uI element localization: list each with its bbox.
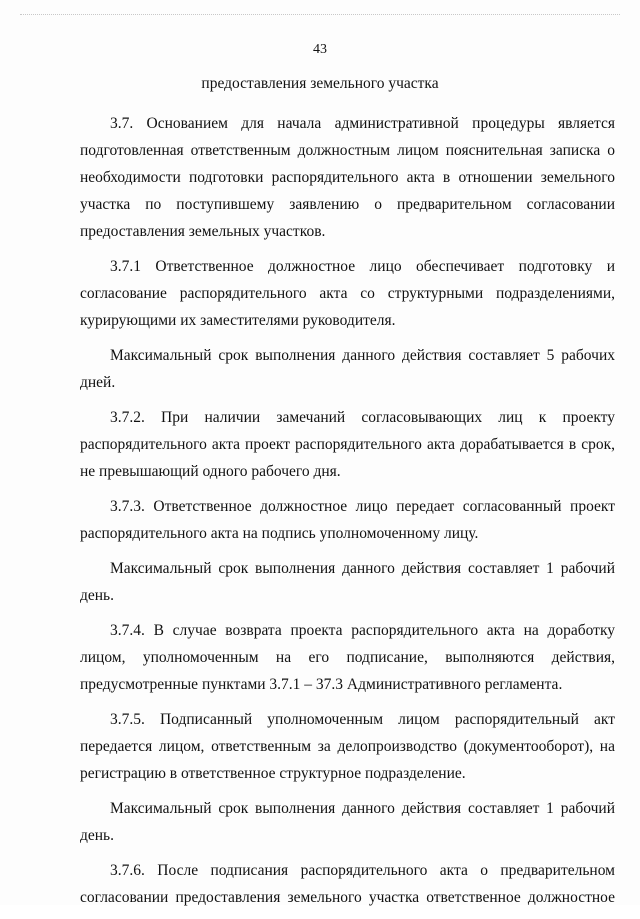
scan-artifact-line	[20, 14, 620, 15]
paragraph-3-7: 3.7. Основанием для начала административной процедуры является подготовленная ответственным должностным лицом пояснительная записка о необходимости подготовки распорядительного акта в отношении земельного участка по поступившему заявлению о предварительном согласовании предоставления земельных участков.	[80, 115, 615, 240]
paragraph-3-7-6: 3.7.6. После подписания распорядительного акта о предварительном согласовании предоставления земельного участка ответственное должностное	[80, 862, 615, 906]
paragraph-3-7-2: 3.7.2. При наличии замечаний согласовывающих лиц к проекту распорядительного акта проект распорядительного акта дорабатывается в срок, не превышающий одного рабочего дня.	[80, 409, 615, 480]
paragraph-3-7-1: 3.7.1 Ответственное должностное лицо обеспечивает подготовку и согласование распорядительного акта со структурными подразделениями, курирующими их заместителями руководителя.	[80, 258, 615, 329]
paragraph-3-7-3: 3.7.3. Ответственное должностное лицо передает согласованный проект распорядительного акта на подпись уполномоченному лицу.	[80, 498, 615, 542]
section-heading: предоставления земельного участка	[201, 75, 439, 92]
paragraph-deadline-5-days: Максимальный срок выполнения данного действия составляет 5 рабочих дней.	[80, 347, 615, 391]
document-body	[80, 110, 615, 919]
paragraph-deadline-1-day-a: Максимальный срок выполнения данного действия составляет 1 рабочий день.	[80, 560, 615, 604]
paragraph-3-7-4: 3.7.4. В случае возврата проекта распорядительного акта на доработку лицом, уполномоченным на его подписание, выполняются действия, предусмотренные пунктами 3.7.1 – 37.3 Административного регламента.	[80, 622, 615, 693]
page-number: 43	[313, 42, 327, 57]
paragraph-deadline-1-day-b: Максимальный срок выполнения данного действия составляет 1 рабочий день.	[80, 800, 615, 844]
paragraph-3-7-5: 3.7.5. Подписанный уполномоченным лицом распорядительный акт передается лицом, ответственным за делопроизводство (документооборот), на регистрацию в ответственное структурное подразделение.	[80, 711, 615, 782]
